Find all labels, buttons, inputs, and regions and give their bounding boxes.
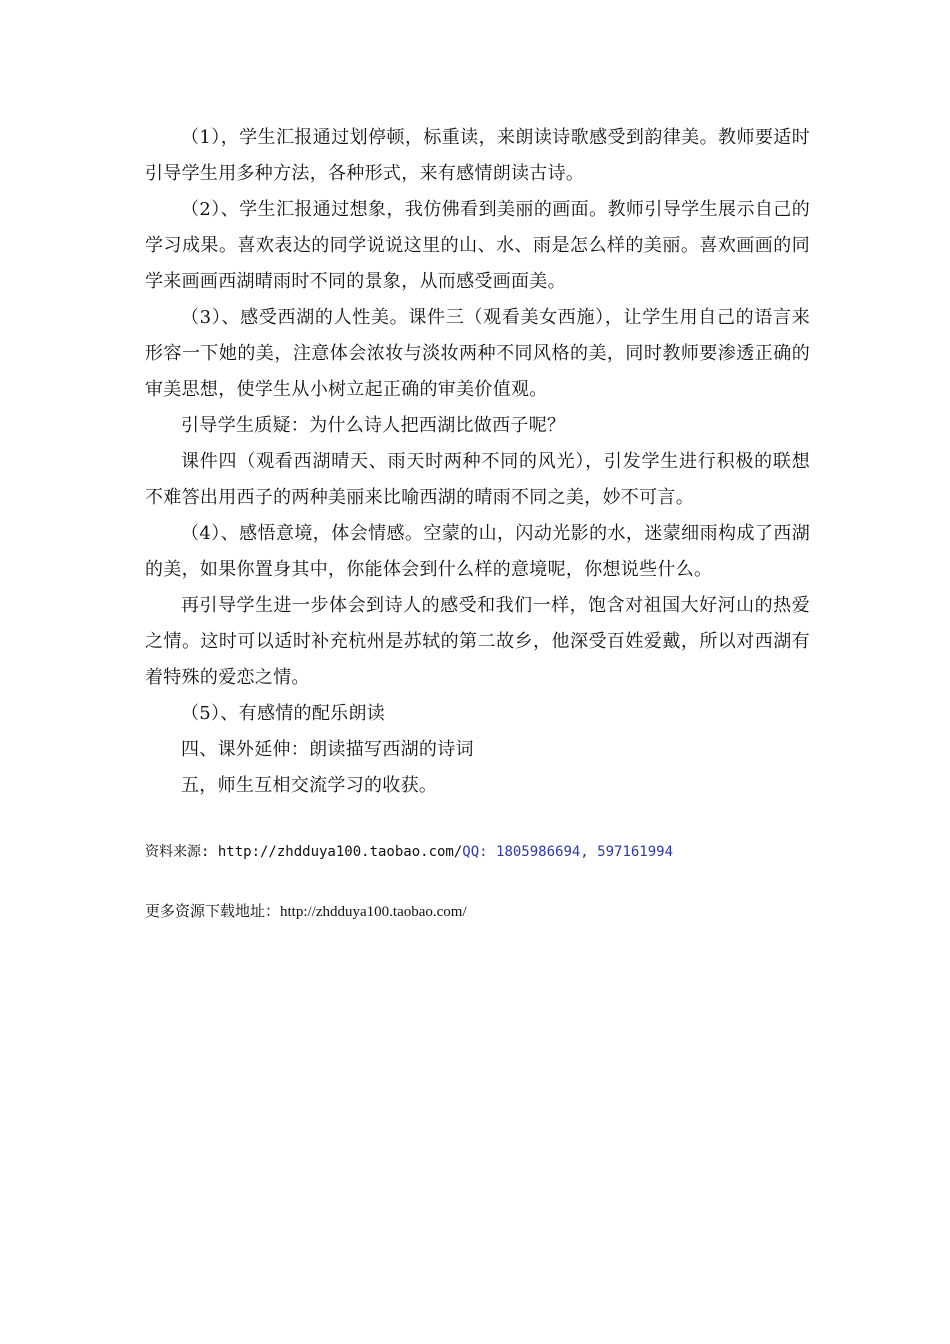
- paragraph-1: （1），学生汇报通过划停顿，标重读，来朗读诗歌感受到韵律美。教师要适时引导学生用多种方法，各种形式，来有感情朗读古诗。: [145, 127, 810, 184]
- paragraph-6: （4）、感悟意境，体会情感。空蒙的山，闪动光影的水，迷蒙细雨构成了西湖的美，如果你置身其中，你能体会到什么样的意境呢，你想说些什么。: [145, 523, 810, 580]
- paragraph-10: 五，师生互相交流学习的收获。: [181, 775, 438, 796]
- paragraph-4: 引导学生质疑：为什么诗人把西湖比做西子呢？: [181, 415, 566, 436]
- paragraph-5: 课件四（观看西湖晴天、雨天时两种不同的风光），引发学生进行积极的联想不难答出用西子的两种美丽来比喻西湖的晴雨不同之美，妙不可言。: [145, 451, 810, 508]
- paragraph-2: （2）、学生汇报通过想象，我仿佛看到美丽的画面。教师引导学生展示自己的学习成果。喜欢表达的同学说说这里的山、水、雨是怎么样的美丽。喜欢画画的同学来画画西湖晴雨时不同的景象，从而感受画面美。: [145, 199, 810, 292]
- paragraph-9: 四、课外延伸：朗读描写西湖的诗词: [181, 739, 474, 760]
- document-body: [145, 120, 810, 804]
- paragraph-3: （3）、感受西湖的人性美。课件三（观看美女西施），让学生用自己的语言来形容一下她的美，注意体会浓妆与淡妆两种不同风格的美，同时教师要渗透正确的审美思想，使学生从小树立起正确的审美价值观。: [145, 307, 810, 400]
- more-resources-footer[interactable]: 更多资源下载地址：http://zhdduya100.taobao.com/: [145, 904, 467, 920]
- source-url-text[interactable]: 资料来源: http://zhdduya100.taobao.com/: [145, 844, 463, 860]
- source-footer: [145, 842, 845, 862]
- paragraph-7: 再引导学生进一步体会到诗人的感受和我们一样，饱含对祖国大好河山的热爱之情。这时可以适时补充杭州是苏轼的第二故乡，他深受百姓爱戴，所以对西湖有着特殊的爱恋之情。: [145, 595, 810, 688]
- paragraph-8: （5）、有感情的配乐朗读: [181, 703, 386, 724]
- qq-contact-text: QQ: 1805986694, 597161994: [462, 844, 674, 860]
